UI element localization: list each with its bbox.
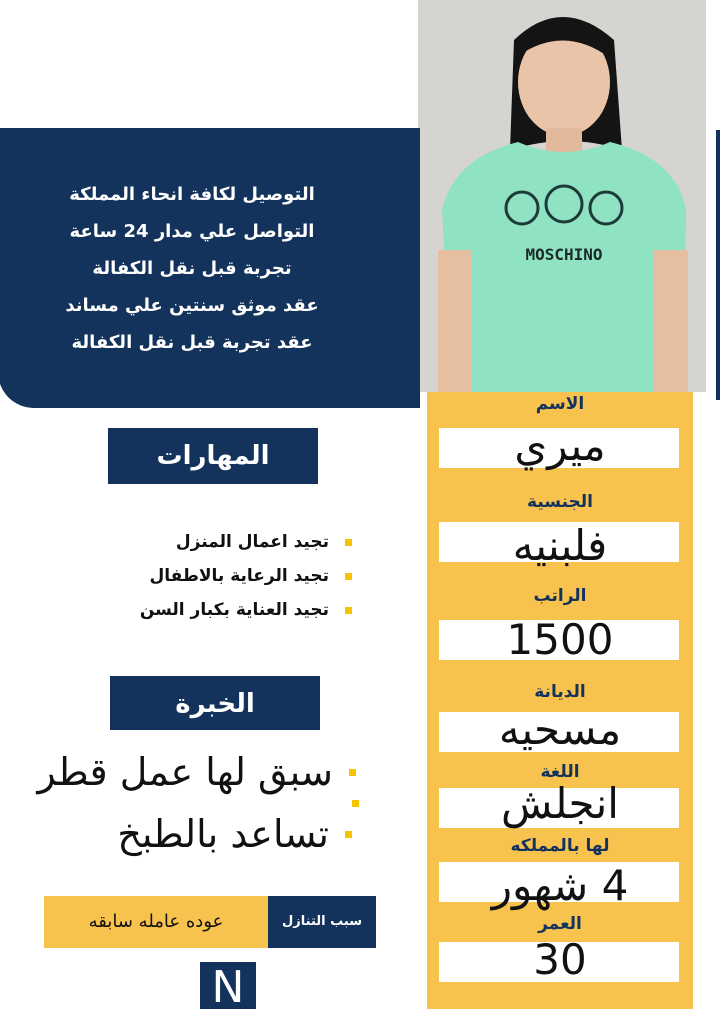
experience-item xyxy=(37,750,356,794)
bullet-icon xyxy=(349,769,356,776)
photo-side-border xyxy=(706,0,720,392)
in-kingdom-value: 4 شهور xyxy=(491,861,629,910)
bullet-icon xyxy=(345,573,352,580)
salary-label: الراتب xyxy=(533,586,587,606)
experience-text: سبق لها عمل قطر xyxy=(37,750,333,794)
experience-text: تساعد بالطبخ xyxy=(117,812,329,856)
name-value: ميري xyxy=(514,421,606,470)
worker-info-column xyxy=(427,392,693,1009)
bullet-icon xyxy=(352,800,359,807)
nationality-label: الجنسية xyxy=(527,492,593,512)
shirt-text: MOSCHINO xyxy=(525,245,603,264)
experience-item xyxy=(117,812,352,856)
age-value: 30 xyxy=(533,935,587,984)
skill-item xyxy=(149,566,352,586)
experience-title: الخبرة xyxy=(110,676,320,730)
skill-text: تجيد الرعاية بالاطفال xyxy=(149,566,329,586)
features-list xyxy=(22,176,362,361)
religion-value: مسحيه xyxy=(498,705,622,754)
skill-item xyxy=(176,532,352,552)
skill-item xyxy=(140,600,352,620)
age-label: العمر xyxy=(538,914,582,934)
features-panel xyxy=(0,128,420,408)
reason-bar xyxy=(44,896,376,948)
feature-item: التواصل علي مدار 24 ساعة xyxy=(69,221,315,242)
in-kingdom-label: لها بالمملكه xyxy=(510,836,610,856)
religion-label: الديانة xyxy=(534,682,586,702)
reason-label: سبب التنازل xyxy=(268,896,376,948)
reason-value: عوده عامله سابقه xyxy=(44,896,268,948)
salary-value: 1500 xyxy=(506,615,614,664)
skill-text: تجيد العناية بكبار السن xyxy=(139,600,329,620)
skills-title: المهارات xyxy=(108,428,318,484)
worker-photo xyxy=(418,0,706,392)
language-label: اللغة xyxy=(540,762,580,782)
bullet-icon xyxy=(345,831,352,838)
feature-item: تجربة قبل نقل الكفالة xyxy=(92,258,292,279)
person-portrait-icon xyxy=(418,0,706,392)
bullet-icon xyxy=(345,607,352,614)
feature-item: عقد موثق سنتين علي مساند xyxy=(65,295,319,316)
name-label: الاسم xyxy=(535,394,585,414)
skill-text: تجيد اعمال المنزل xyxy=(175,532,329,552)
feature-item: عقد تجربة قبل نقل الكفالة xyxy=(71,332,313,353)
language-value: انجلش xyxy=(501,779,619,828)
logo: N xyxy=(200,962,256,1009)
nationality-value: فلبنيه xyxy=(512,521,608,570)
bullet-icon xyxy=(345,539,352,546)
feature-item: التوصيل لكافة انحاء المملكة xyxy=(69,184,315,205)
